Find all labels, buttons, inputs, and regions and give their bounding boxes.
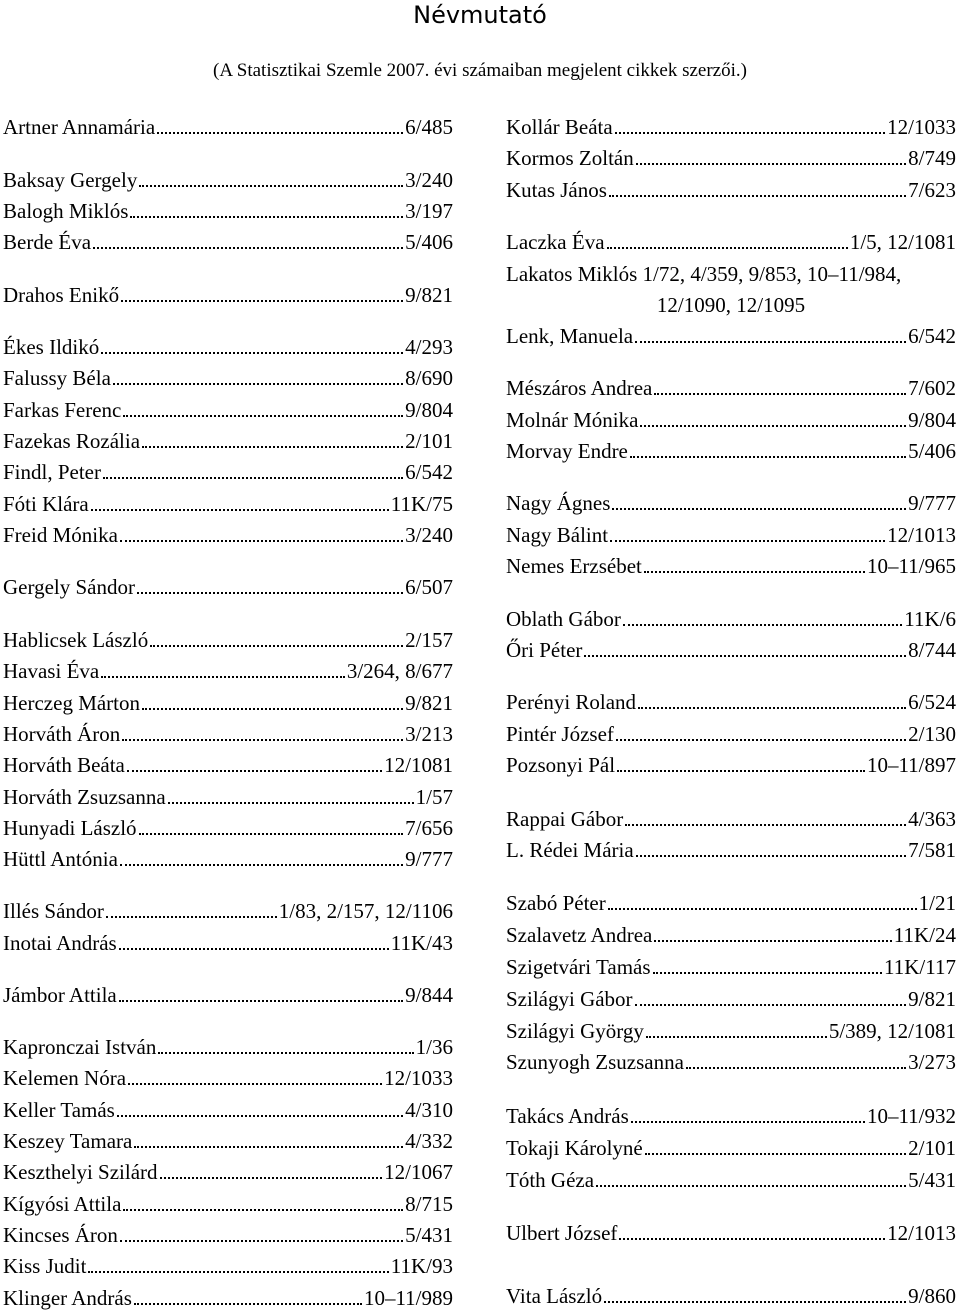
- index-entry: [3, 720, 453, 748]
- author-name: Horváth Áron: [3, 722, 121, 746]
- issue-page-reference: 11K/43: [390, 931, 453, 955]
- index-entry: [3, 929, 453, 957]
- index-entry: [506, 406, 956, 434]
- dot-leader: [130, 216, 403, 218]
- dot-leader: [119, 1000, 403, 1002]
- index-entry: [3, 897, 453, 925]
- dot-leader: [106, 916, 277, 918]
- dot-leader: [612, 508, 906, 510]
- author-name: Herczeg Márton: [3, 691, 141, 715]
- index-entry: [3, 626, 453, 654]
- index-entry: [3, 1252, 453, 1280]
- dot-leader: [168, 802, 414, 804]
- issue-page-reference: 6/507: [405, 575, 453, 599]
- index-entry: [506, 985, 956, 1013]
- index-entry: [506, 889, 956, 917]
- issue-page-reference: 10–11/897: [866, 753, 956, 777]
- issue-page-reference: 7/581: [908, 838, 956, 862]
- index-entry: [3, 981, 453, 1009]
- issue-page-reference: 8/690: [405, 366, 453, 390]
- issue-page-reference: 12/1067: [384, 1160, 453, 1184]
- author-name: Kincses Áron: [3, 1223, 118, 1247]
- issue-page-reference: 4/310: [405, 1098, 453, 1122]
- author-name: Findl, Peter: [3, 460, 101, 484]
- dot-leader: [654, 940, 891, 942]
- dot-leader: [584, 655, 906, 657]
- issue-page-reference: 10–11/989: [363, 1286, 453, 1310]
- index-entry: [3, 783, 453, 811]
- issue-page-reference: 5/431: [908, 1168, 956, 1192]
- issue-page-reference: 11K/24: [893, 923, 956, 947]
- index-entry: [506, 489, 956, 517]
- issue-page-reference: 5/431: [405, 1223, 453, 1247]
- index-entry: [506, 1134, 956, 1162]
- dot-leader: [635, 1004, 907, 1006]
- dot-leader: [596, 1185, 906, 1187]
- index-entry: [506, 921, 956, 949]
- dot-leader: [640, 425, 906, 427]
- dot-leader: [158, 1052, 413, 1054]
- index-entry: [3, 845, 453, 873]
- dot-leader: [607, 247, 848, 249]
- index-entry: [3, 113, 453, 141]
- issue-page-reference: 9/804: [908, 408, 956, 432]
- issue-page-reference: 5/406: [405, 230, 453, 254]
- reference-continuation: 12/1090, 12/1095: [656, 293, 806, 317]
- index-entry: [506, 836, 956, 864]
- author-name: Szilágyi György: [506, 1019, 644, 1043]
- index-entry: [3, 281, 453, 309]
- issue-page-reference: 6/485: [405, 115, 453, 139]
- author-name: Jámbor Attila: [3, 983, 117, 1007]
- index-entry: [506, 1166, 956, 1194]
- issue-page-reference: 3/197: [405, 199, 453, 223]
- dot-leader: [120, 540, 403, 542]
- dot-leader: [646, 1036, 827, 1038]
- dot-leader: [653, 972, 883, 974]
- author-name: Lakatos Miklós 1/72, 4/359, 9/853, 10–11/984,: [506, 262, 902, 286]
- page-title: Névmutató: [413, 1, 547, 29]
- issue-page-reference: 4/293: [405, 335, 453, 359]
- dot-leader: [636, 855, 906, 857]
- dot-leader: [139, 185, 403, 187]
- author-name: Takács András: [506, 1104, 629, 1128]
- author-name: Fazekas Rozália: [3, 429, 141, 453]
- author-name: Freid Mónika: [3, 523, 118, 547]
- page-subtitle: (A Statisztikai Szemle 2007. évi számaiban megjelent cikkek szerzői.): [213, 60, 747, 81]
- index-entry: [3, 1158, 453, 1186]
- index-entry: [3, 689, 453, 717]
- issue-page-reference: 6/542: [908, 324, 956, 348]
- author-name: Nagy Ágnes: [506, 491, 611, 515]
- issue-page-reference: 7/602: [908, 376, 956, 400]
- issue-page-reference: 7/623: [908, 178, 956, 202]
- index-entry: [506, 437, 956, 465]
- author-name: Klinger András: [3, 1286, 132, 1310]
- dot-leader: [610, 540, 885, 542]
- issue-page-reference: 12/1013: [887, 1221, 956, 1245]
- author-name: Kapronczai István: [3, 1035, 157, 1059]
- index-entry: [506, 228, 956, 256]
- index-entry: [3, 458, 453, 486]
- author-name: Hüttl Antónia: [3, 847, 118, 871]
- author-name: Pozsonyi Pál: [506, 753, 616, 777]
- index-entry: [506, 260, 956, 288]
- index-entry: [506, 1219, 956, 1247]
- dot-leader: [157, 132, 403, 134]
- dot-leader: [644, 571, 865, 573]
- dot-leader: [635, 341, 906, 343]
- dot-leader: [142, 708, 403, 710]
- author-name: Keszey Tamara: [3, 1129, 133, 1153]
- index-entry: [506, 720, 956, 748]
- index-entry: [3, 657, 453, 685]
- index-entry: [3, 1221, 453, 1249]
- dot-leader: [101, 676, 345, 678]
- author-name: L. Rédei Mária: [506, 838, 634, 862]
- index-entry: [506, 1048, 956, 1076]
- index-entry: [3, 1284, 453, 1312]
- dot-leader: [615, 132, 885, 134]
- index-entry: [506, 1017, 956, 1045]
- issue-page-reference: 2/101: [908, 1136, 956, 1160]
- dot-leader: [608, 908, 917, 910]
- index-entry: [3, 814, 453, 842]
- issue-page-reference: 12/1033: [887, 115, 956, 139]
- dot-leader: [623, 624, 902, 626]
- issue-page-reference: 9/821: [908, 987, 956, 1011]
- author-name: Kelemen Nóra: [3, 1066, 127, 1090]
- issue-page-reference: 6/542: [405, 460, 453, 484]
- issue-page-reference: 9/777: [405, 847, 453, 871]
- dot-leader: [160, 1177, 383, 1179]
- index-entry: [3, 166, 453, 194]
- issue-page-reference: 2/130: [908, 722, 956, 746]
- author-name: Lenk, Manuela: [506, 324, 634, 348]
- author-name: Nagy Bálint: [506, 523, 609, 547]
- issue-page-reference: 11K/75: [390, 492, 453, 516]
- issue-page-reference: 9/821: [405, 283, 453, 307]
- index-entry: [3, 333, 453, 361]
- author-name: Keszthelyi Szilárd: [3, 1160, 158, 1184]
- author-name: Tokaji Károlyné: [506, 1136, 643, 1160]
- issue-page-reference: 12/1081: [384, 753, 453, 777]
- issue-page-reference: 1/83, 2/157, 12/1106: [278, 899, 453, 923]
- index-entry: [3, 751, 453, 779]
- issue-page-reference: 12/1033: [384, 1066, 453, 1090]
- author-name: Havasi Éva: [3, 659, 100, 683]
- author-name: Gergely Sándor: [3, 575, 135, 599]
- author-name: Rappai Gábor: [506, 807, 624, 831]
- dot-leader: [101, 352, 403, 354]
- issue-page-reference: 8/749: [908, 146, 956, 170]
- dot-leader: [121, 300, 403, 302]
- author-name: Hunyadi László: [3, 816, 137, 840]
- issue-page-reference: 1/36: [415, 1035, 453, 1059]
- dot-leader: [609, 195, 906, 197]
- author-name: Inotai András: [3, 931, 117, 955]
- dot-leader: [139, 833, 404, 835]
- author-name: Keller Tamás: [3, 1098, 115, 1122]
- issue-page-reference: 5/389, 12/1081: [828, 1019, 956, 1043]
- dot-leader: [604, 1301, 906, 1303]
- author-name: Tóth Géza: [506, 1168, 595, 1192]
- issue-page-reference: 8/744: [908, 638, 956, 662]
- index-entry: [3, 573, 453, 601]
- issue-page-reference: 9/804: [405, 398, 453, 422]
- author-name: Pintér József: [506, 722, 614, 746]
- dot-leader: [122, 739, 403, 741]
- author-name: Ulbert József: [506, 1221, 618, 1245]
- dot-leader: [137, 592, 403, 594]
- issue-page-reference: 1/21: [918, 891, 956, 915]
- author-name: Ékes Ildikó: [3, 335, 100, 359]
- index-entry: [506, 521, 956, 549]
- issue-page-reference: 5/406: [908, 439, 956, 463]
- author-name: Mészáros Andrea: [506, 376, 653, 400]
- index-entry: [506, 605, 956, 633]
- author-name: Morvay Endre: [506, 439, 628, 463]
- dot-leader: [120, 1240, 403, 1242]
- issue-page-reference: 2/157: [405, 628, 453, 652]
- author-name: Kutas János: [506, 178, 607, 202]
- issue-page-reference: 2/101: [405, 429, 453, 453]
- issue-page-reference: 9/777: [908, 491, 956, 515]
- issue-page-reference: 1/5, 12/1081: [849, 230, 956, 254]
- author-name: Molnár Mónika: [506, 408, 639, 432]
- author-name: Kiss Judit: [3, 1254, 87, 1278]
- issue-page-reference: 3/213: [405, 722, 453, 746]
- index-entry: [3, 228, 453, 256]
- dot-leader: [134, 1303, 362, 1305]
- dot-leader: [93, 247, 403, 249]
- issue-page-reference: 11K/6: [904, 607, 956, 631]
- index-entry: [506, 953, 956, 981]
- index-entry: [3, 1190, 453, 1218]
- index-entry: [3, 396, 453, 424]
- author-name: Illés Sándor: [3, 899, 104, 923]
- index-entry: [506, 113, 956, 141]
- index-entry: [3, 197, 453, 225]
- author-name: Szigetvári Tamás: [506, 955, 651, 979]
- author-name: Vita László: [506, 1284, 603, 1308]
- issue-page-reference: 1/57: [415, 785, 453, 809]
- author-name: Szalavetz Andrea: [506, 923, 653, 947]
- index-entry: [3, 490, 453, 518]
- index-entry: [506, 552, 956, 580]
- author-name: Horváth Beáta: [3, 753, 125, 777]
- dot-leader: [617, 770, 865, 772]
- issue-page-reference: 4/363: [908, 807, 956, 831]
- dot-leader: [123, 415, 403, 417]
- author-name: Berde Éva: [3, 230, 92, 254]
- index-entry: [3, 1096, 453, 1124]
- index-entry: [506, 805, 956, 833]
- index-entry: [506, 688, 956, 716]
- dot-leader: [123, 1209, 403, 1211]
- author-name: Artner Annamária: [3, 115, 156, 139]
- dot-leader: [638, 707, 906, 709]
- dot-leader: [103, 477, 403, 479]
- dot-leader: [88, 1271, 388, 1273]
- index-entry: [506, 374, 956, 402]
- author-name: Falussy Béla: [3, 366, 111, 390]
- dot-leader: [631, 1121, 865, 1123]
- issue-page-reference: 8/715: [405, 1192, 453, 1216]
- issue-page-reference: 4/332: [405, 1129, 453, 1153]
- index-entry: [3, 521, 453, 549]
- author-name: Fóti Klára: [3, 492, 89, 516]
- index-entry: [506, 751, 956, 779]
- issue-page-reference: 3/240: [405, 523, 453, 547]
- index-entry: [506, 176, 956, 204]
- author-name: Őri Péter: [506, 638, 583, 662]
- author-name: Nemes Erzsébet: [506, 554, 642, 578]
- index-entry: [506, 144, 956, 172]
- author-name: Szabó Péter: [506, 891, 606, 915]
- index-entry: [3, 1127, 453, 1155]
- author-name: Horváth Zsuzsanna: [3, 785, 166, 809]
- author-name: Drahos Enikő: [3, 283, 120, 307]
- author-name: Farkas Ferenc: [3, 398, 122, 422]
- index-entry: [506, 1102, 956, 1130]
- dot-leader: [645, 1153, 906, 1155]
- author-name: Kollár Beáta: [506, 115, 613, 139]
- dot-leader: [654, 393, 906, 395]
- dot-leader: [117, 1115, 403, 1117]
- index-entry: [3, 427, 453, 455]
- dot-leader: [616, 739, 906, 741]
- issue-page-reference: 10–11/932: [866, 1104, 956, 1128]
- dot-leader: [686, 1067, 906, 1069]
- issue-page-reference: 11K/117: [884, 955, 956, 979]
- index-entry: [3, 1064, 453, 1092]
- issue-page-reference: 3/240: [405, 168, 453, 192]
- author-name: Kormos Zoltán: [506, 146, 634, 170]
- issue-page-reference: 12/1013: [887, 523, 956, 547]
- index-entry: [506, 322, 956, 350]
- author-name: Hablicsek László: [3, 628, 149, 652]
- author-name: Kígyósi Attila: [3, 1192, 122, 1216]
- author-name: Laczka Éva: [506, 230, 605, 254]
- author-name: Szilágyi Gábor: [506, 987, 633, 1011]
- author-name: Oblath Gábor: [506, 607, 621, 631]
- dot-leader: [134, 1146, 403, 1148]
- dot-leader: [120, 864, 403, 866]
- issue-page-reference: 11K/93: [390, 1254, 453, 1278]
- issue-page-reference: 9/860: [908, 1284, 956, 1308]
- author-name: Baksay Gergely: [3, 168, 138, 192]
- issue-page-reference: 3/273: [908, 1050, 956, 1074]
- issue-page-reference: 6/524: [908, 690, 956, 714]
- index-entry: [506, 1282, 956, 1310]
- dot-leader: [119, 948, 389, 950]
- author-name: Szunyogh Zsuzsanna: [506, 1050, 684, 1074]
- author-name: Balogh Miklós: [3, 199, 129, 223]
- index-entry: [506, 636, 956, 664]
- author-name: Perényi Roland: [506, 690, 637, 714]
- issue-page-reference: 3/264, 8/677: [346, 659, 453, 683]
- issue-page-reference: 9/821: [405, 691, 453, 715]
- dot-leader: [91, 509, 389, 511]
- dot-leader: [630, 456, 906, 458]
- issue-page-reference: 10–11/965: [866, 554, 956, 578]
- issue-page-reference: 9/844: [405, 983, 453, 1007]
- dot-leader: [625, 824, 906, 826]
- dot-leader: [113, 383, 403, 385]
- issue-page-reference: 7/656: [405, 816, 453, 840]
- dot-leader: [127, 770, 382, 772]
- dot-leader: [636, 163, 906, 165]
- dot-leader: [619, 1238, 885, 1240]
- dot-leader: [128, 1083, 382, 1085]
- dot-leader: [150, 645, 403, 647]
- index-entry: [3, 1033, 453, 1061]
- index-entry: [3, 364, 453, 392]
- dot-leader: [142, 446, 403, 448]
